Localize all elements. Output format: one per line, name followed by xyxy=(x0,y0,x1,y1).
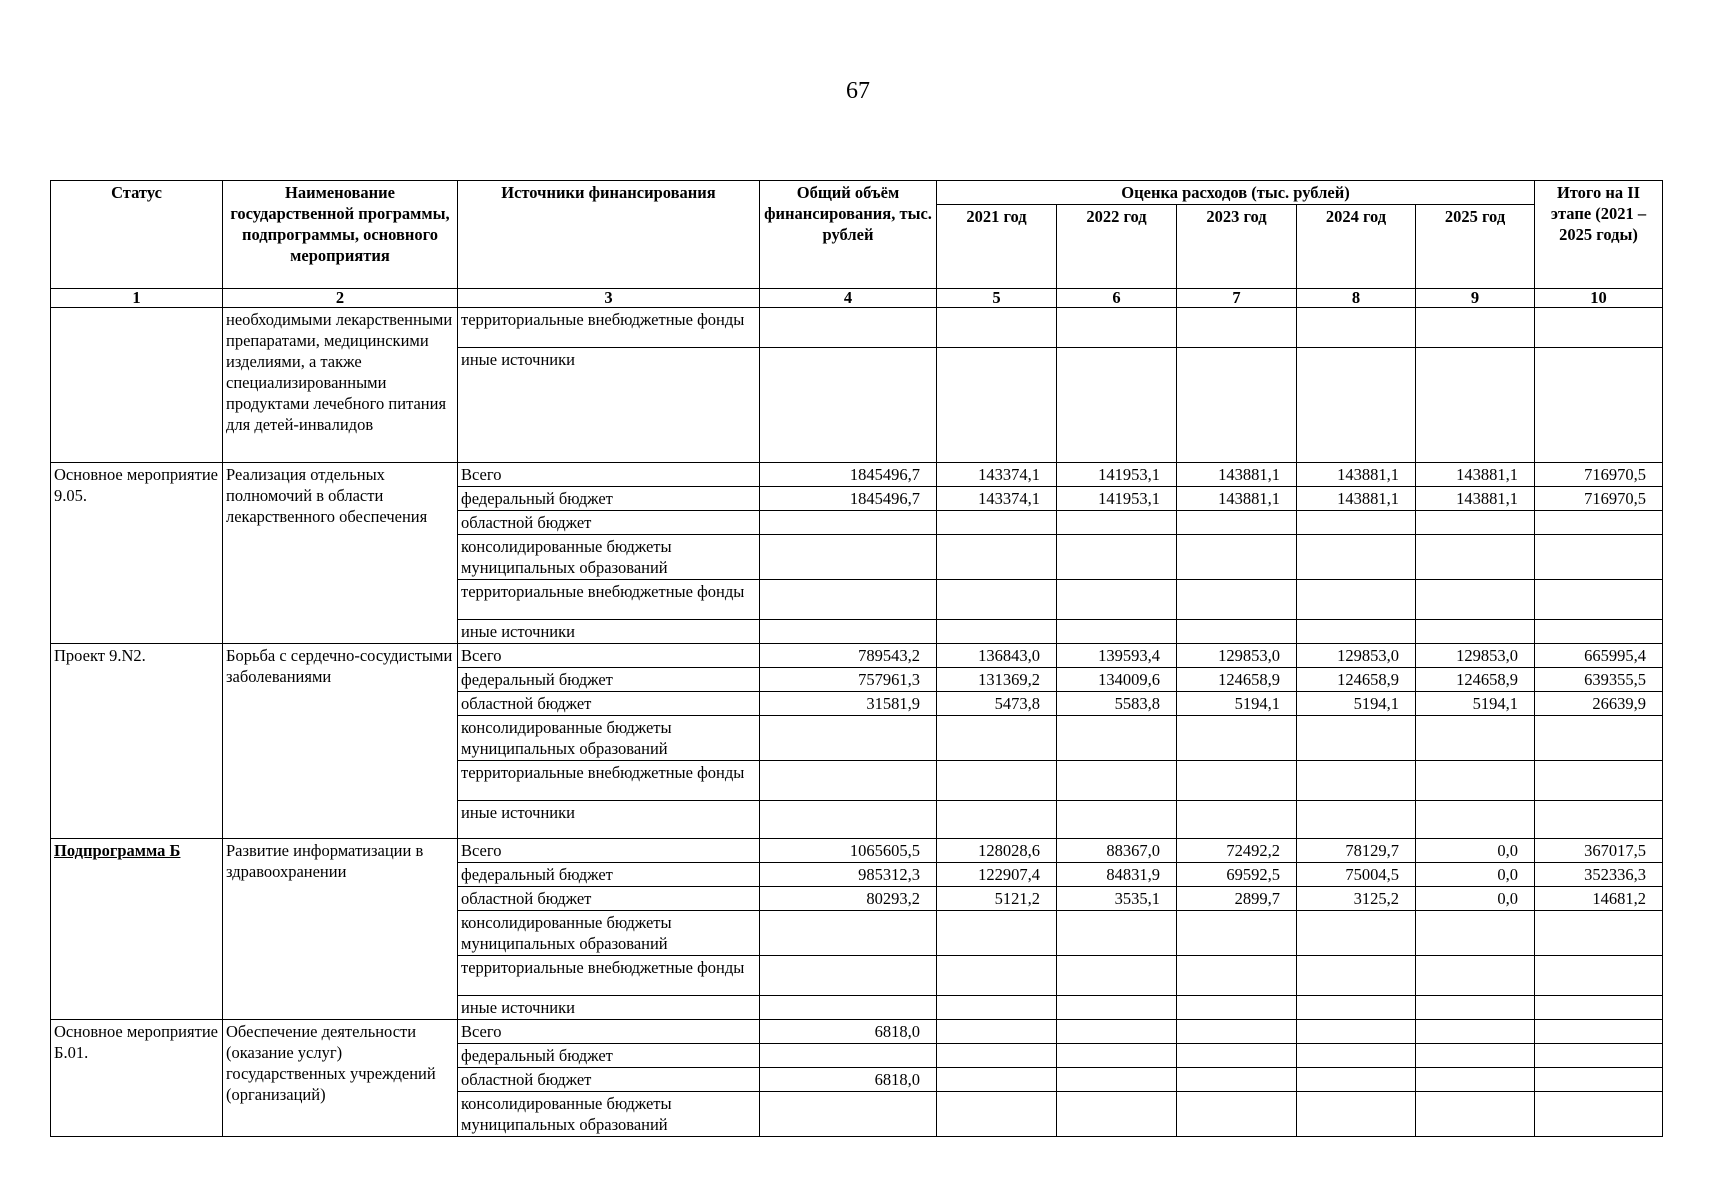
year-value-cell xyxy=(1297,348,1416,463)
total-value-cell xyxy=(760,996,937,1020)
year-value-cell: 3125,2 xyxy=(1297,887,1416,911)
itogo-value-cell xyxy=(1535,1044,1663,1068)
year-value-cell: 136843,0 xyxy=(937,644,1057,668)
year-value-cell: 5194,1 xyxy=(1416,692,1535,716)
year-value-cell: 88367,0 xyxy=(1057,839,1177,863)
total-value-cell xyxy=(760,308,937,348)
year-value-cell xyxy=(1177,1020,1297,1044)
year-value-cell xyxy=(1057,1092,1177,1137)
itogo-value-cell xyxy=(1535,761,1663,801)
year-value-cell xyxy=(1177,620,1297,644)
total-value-cell: 1845496,7 xyxy=(760,463,937,487)
funding-source-cell: Всего xyxy=(458,1020,760,1044)
year-value-cell: 143374,1 xyxy=(937,487,1057,511)
funding-source-cell: консолидированные бюджеты муниципальных образований xyxy=(458,535,760,580)
year-value-cell: 141953,1 xyxy=(1057,463,1177,487)
year-value-cell xyxy=(937,761,1057,801)
header-year: 2024 год xyxy=(1297,205,1416,289)
itogo-value-cell xyxy=(1535,716,1663,761)
year-value-cell xyxy=(1057,511,1177,535)
column-number: 3 xyxy=(458,289,760,308)
funding-source-cell: иные источники xyxy=(458,348,760,463)
itogo-value-cell: 26639,9 xyxy=(1535,692,1663,716)
year-value-cell: 5194,1 xyxy=(1177,692,1297,716)
column-number: 9 xyxy=(1416,289,1535,308)
total-value-cell xyxy=(760,1092,937,1137)
year-value-cell: 143881,1 xyxy=(1297,487,1416,511)
year-value-cell xyxy=(1416,956,1535,996)
year-value-cell: 84831,9 xyxy=(1057,863,1177,887)
funding-source-cell: федеральный бюджет xyxy=(458,1044,760,1068)
year-value-cell: 143374,1 xyxy=(937,463,1057,487)
year-value-cell xyxy=(937,716,1057,761)
year-value-cell xyxy=(1416,996,1535,1020)
total-value-cell xyxy=(760,761,937,801)
year-value-cell xyxy=(1416,1044,1535,1068)
itogo-value-cell: 665995,4 xyxy=(1535,644,1663,668)
column-number: 1 xyxy=(51,289,223,308)
status-cell: Проект 9.N2. xyxy=(51,644,223,839)
year-value-cell xyxy=(937,535,1057,580)
year-value-cell xyxy=(1177,1092,1297,1137)
status-cell: Подпрограмма Б xyxy=(51,839,223,1020)
total-value-cell xyxy=(760,620,937,644)
funding-source-cell: иные источники xyxy=(458,996,760,1020)
year-value-cell: 122907,4 xyxy=(937,863,1057,887)
year-value-cell: 139593,4 xyxy=(1057,644,1177,668)
year-value-cell xyxy=(1297,1092,1416,1137)
status-cell xyxy=(51,308,223,463)
year-value-cell xyxy=(1177,801,1297,839)
total-value-cell xyxy=(760,801,937,839)
year-value-cell: 129853,0 xyxy=(1177,644,1297,668)
year-value-cell xyxy=(1177,761,1297,801)
column-number: 7 xyxy=(1177,289,1297,308)
year-value-cell xyxy=(937,308,1057,348)
year-value-cell xyxy=(1177,996,1297,1020)
total-value-cell xyxy=(760,580,937,620)
year-value-cell xyxy=(1057,620,1177,644)
total-value-cell: 6818,0 xyxy=(760,1068,937,1092)
itogo-value-cell xyxy=(1535,308,1663,348)
year-value-cell: 131369,2 xyxy=(937,668,1057,692)
header-year: 2022 год xyxy=(1057,205,1177,289)
total-value-cell: 1845496,7 xyxy=(760,487,937,511)
funding-source-cell: консолидированные бюджеты муниципальных образований xyxy=(458,716,760,761)
itogo-value-cell xyxy=(1535,620,1663,644)
header-sources: Источники финансирования xyxy=(458,181,760,289)
program-name-cell: Реализация отдельных полномочий в области лекарственного обеспечения xyxy=(223,463,458,644)
header-year: 2023 год xyxy=(1177,205,1297,289)
year-value-cell xyxy=(1057,1068,1177,1092)
year-value-cell xyxy=(937,511,1057,535)
year-value-cell: 124658,9 xyxy=(1416,668,1535,692)
year-value-cell: 72492,2 xyxy=(1177,839,1297,863)
year-value-cell xyxy=(1416,911,1535,956)
total-value-cell xyxy=(760,956,937,996)
itogo-value-cell xyxy=(1535,348,1663,463)
itogo-value-cell: 352336,3 xyxy=(1535,863,1663,887)
year-value-cell: 129853,0 xyxy=(1297,644,1416,668)
column-number: 10 xyxy=(1535,289,1663,308)
year-value-cell xyxy=(1057,716,1177,761)
total-value-cell: 80293,2 xyxy=(760,887,937,911)
year-value-cell: 134009,6 xyxy=(1057,668,1177,692)
year-value-cell xyxy=(1297,996,1416,1020)
status-cell: Основное мероприятие 9.05. xyxy=(51,463,223,644)
itogo-value-cell xyxy=(1535,1020,1663,1044)
year-value-cell xyxy=(1416,511,1535,535)
total-value-cell: 757961,3 xyxy=(760,668,937,692)
header-total: Общий объём финансирования, тыс. рублей xyxy=(760,181,937,289)
year-value-cell xyxy=(1416,308,1535,348)
year-value-cell xyxy=(1057,911,1177,956)
header-status: Статус xyxy=(51,181,223,289)
year-value-cell xyxy=(1416,1092,1535,1137)
year-value-cell xyxy=(1057,956,1177,996)
total-value-cell xyxy=(760,348,937,463)
year-value-cell xyxy=(1297,580,1416,620)
year-value-cell xyxy=(1297,716,1416,761)
year-value-cell: 143881,1 xyxy=(1416,487,1535,511)
funding-source-cell: областной бюджет xyxy=(458,1068,760,1092)
header-itogo: Итого на II этапе (2021 – 2025 годы) xyxy=(1535,181,1663,289)
year-value-cell xyxy=(1057,761,1177,801)
funding-source-cell: Всего xyxy=(458,463,760,487)
year-value-cell: 75004,5 xyxy=(1297,863,1416,887)
year-value-cell xyxy=(1416,535,1535,580)
itogo-value-cell xyxy=(1535,1068,1663,1092)
year-value-cell xyxy=(937,996,1057,1020)
year-value-cell xyxy=(1297,1020,1416,1044)
program-name-cell: Борьба с сердечно-сосудистыми заболеваниями xyxy=(223,644,458,839)
year-value-cell xyxy=(1177,1044,1297,1068)
year-value-cell: 143881,1 xyxy=(1297,463,1416,487)
funding-source-cell: территориальные внебюджетные фонды xyxy=(458,580,760,620)
column-number: 4 xyxy=(760,289,937,308)
year-value-cell xyxy=(1057,1020,1177,1044)
year-value-cell xyxy=(1416,716,1535,761)
budget-table xyxy=(50,180,1663,1137)
year-value-cell: 5194,1 xyxy=(1297,692,1416,716)
year-value-cell: 0,0 xyxy=(1416,863,1535,887)
header-estimate: Оценка расходов (тыс. рублей) xyxy=(937,181,1535,205)
year-value-cell: 128028,6 xyxy=(937,839,1057,863)
itogo-value-cell xyxy=(1535,956,1663,996)
year-value-cell xyxy=(1177,511,1297,535)
funding-source-cell: иные источники xyxy=(458,801,760,839)
year-value-cell xyxy=(1416,348,1535,463)
year-value-cell xyxy=(937,1068,1057,1092)
itogo-value-cell xyxy=(1535,1092,1663,1137)
year-value-cell xyxy=(1177,716,1297,761)
funding-source-cell: консолидированные бюджеты муниципальных образований xyxy=(458,911,760,956)
year-value-cell xyxy=(937,348,1057,463)
year-value-cell xyxy=(1177,308,1297,348)
year-value-cell xyxy=(1297,801,1416,839)
year-value-cell xyxy=(937,1044,1057,1068)
year-value-cell: 3535,1 xyxy=(1057,887,1177,911)
column-number: 8 xyxy=(1297,289,1416,308)
total-value-cell xyxy=(760,716,937,761)
funding-source-cell: консолидированные бюджеты муниципальных образований xyxy=(458,1092,760,1137)
year-value-cell xyxy=(937,1092,1057,1137)
year-value-cell: 124658,9 xyxy=(1297,668,1416,692)
year-value-cell xyxy=(1057,580,1177,620)
program-name-cell: Обеспечение деятельности (оказание услуг) государственных учреждений (организаций) xyxy=(223,1020,458,1137)
program-name-cell: Развитие информатизации в здравоохранении xyxy=(223,839,458,1020)
year-value-cell: 5121,2 xyxy=(937,887,1057,911)
header-year: 2021 год xyxy=(937,205,1057,289)
itogo-value-cell xyxy=(1535,911,1663,956)
year-value-cell: 5473,8 xyxy=(937,692,1057,716)
itogo-value-cell: 716970,5 xyxy=(1535,463,1663,487)
funding-source-cell: областной бюджет xyxy=(458,887,760,911)
year-value-cell xyxy=(1297,620,1416,644)
year-value-cell: 78129,7 xyxy=(1297,839,1416,863)
status-cell: Основное мероприятие Б.01. xyxy=(51,1020,223,1137)
year-value-cell xyxy=(937,956,1057,996)
funding-source-cell: областной бюджет xyxy=(458,692,760,716)
year-value-cell xyxy=(1416,801,1535,839)
year-value-cell xyxy=(1057,535,1177,580)
year-value-cell xyxy=(1416,761,1535,801)
year-value-cell xyxy=(1416,620,1535,644)
program-name-cell: необходимыми лекарственными препаратами, медицинскими изделиями, а также специализированными продуктами лечебного питания для детей-инвалидов xyxy=(223,308,458,463)
total-value-cell: 31581,9 xyxy=(760,692,937,716)
header-name: Наименование государственной программы, подпрограммы, основного мероприятия xyxy=(223,181,458,289)
itogo-value-cell xyxy=(1535,580,1663,620)
year-value-cell: 0,0 xyxy=(1416,887,1535,911)
funding-source-cell: федеральный бюджет xyxy=(458,487,760,511)
year-value-cell xyxy=(1177,911,1297,956)
year-value-cell xyxy=(1297,1068,1416,1092)
funding-source-cell: территориальные внебюджетные фонды xyxy=(458,761,760,801)
year-value-cell xyxy=(1416,1020,1535,1044)
table-body xyxy=(51,308,1663,1137)
itogo-value-cell: 716970,5 xyxy=(1535,487,1663,511)
year-value-cell xyxy=(1297,308,1416,348)
total-value-cell: 985312,3 xyxy=(760,863,937,887)
total-value-cell xyxy=(760,1044,937,1068)
year-value-cell xyxy=(1297,911,1416,956)
itogo-value-cell xyxy=(1535,801,1663,839)
year-value-cell: 143881,1 xyxy=(1416,463,1535,487)
year-value-cell xyxy=(1297,1044,1416,1068)
itogo-value-cell: 367017,5 xyxy=(1535,839,1663,863)
year-value-cell xyxy=(1297,761,1416,801)
year-value-cell: 141953,1 xyxy=(1057,487,1177,511)
year-value-cell xyxy=(1177,956,1297,996)
table-row xyxy=(51,1020,1663,1044)
funding-source-cell: федеральный бюджет xyxy=(458,863,760,887)
year-value-cell xyxy=(937,911,1057,956)
year-value-cell xyxy=(1297,511,1416,535)
year-value-cell xyxy=(1057,308,1177,348)
total-value-cell: 6818,0 xyxy=(760,1020,937,1044)
year-value-cell: 143881,1 xyxy=(1177,487,1297,511)
year-value-cell xyxy=(1177,580,1297,620)
total-value-cell xyxy=(760,535,937,580)
total-value-cell: 1065605,5 xyxy=(760,839,937,863)
year-value-cell xyxy=(1177,348,1297,463)
funding-source-cell: территориальные внебюджетные фонды xyxy=(458,308,760,348)
year-value-cell xyxy=(1297,956,1416,996)
year-value-cell: 143881,1 xyxy=(1177,463,1297,487)
year-value-cell xyxy=(937,801,1057,839)
funding-source-cell: территориальные внебюджетные фонды xyxy=(458,956,760,996)
itogo-value-cell xyxy=(1535,535,1663,580)
year-value-cell xyxy=(937,1020,1057,1044)
year-value-cell xyxy=(1177,535,1297,580)
year-value-cell xyxy=(937,620,1057,644)
total-value-cell: 789543,2 xyxy=(760,644,937,668)
year-value-cell xyxy=(1416,580,1535,620)
itogo-value-cell: 639355,5 xyxy=(1535,668,1663,692)
table-row xyxy=(51,308,1663,348)
total-value-cell xyxy=(760,511,937,535)
header-year: 2025 год xyxy=(1416,205,1535,289)
year-value-cell xyxy=(1057,348,1177,463)
table-row xyxy=(51,644,1663,668)
year-value-cell: 129853,0 xyxy=(1416,644,1535,668)
itogo-value-cell xyxy=(1535,511,1663,535)
column-number: 6 xyxy=(1057,289,1177,308)
page-number: 67 xyxy=(846,78,870,104)
funding-source-cell: Всего xyxy=(458,644,760,668)
year-value-cell xyxy=(1416,1068,1535,1092)
table-row xyxy=(51,839,1663,863)
year-value-cell: 0,0 xyxy=(1416,839,1535,863)
year-value-cell xyxy=(1057,801,1177,839)
total-value-cell xyxy=(760,911,937,956)
year-value-cell xyxy=(1177,1068,1297,1092)
year-value-cell xyxy=(1057,1044,1177,1068)
funding-source-cell: областной бюджет xyxy=(458,511,760,535)
year-value-cell xyxy=(1057,996,1177,1020)
table-row xyxy=(51,463,1663,487)
year-value-cell xyxy=(1297,535,1416,580)
itogo-value-cell: 14681,2 xyxy=(1535,887,1663,911)
year-value-cell: 124658,9 xyxy=(1177,668,1297,692)
funding-source-cell: федеральный бюджет xyxy=(458,668,760,692)
year-value-cell: 2899,7 xyxy=(1177,887,1297,911)
column-numbers-row xyxy=(51,289,1663,308)
funding-source-cell: Всего xyxy=(458,839,760,863)
column-number: 2 xyxy=(223,289,458,308)
year-value-cell: 5583,8 xyxy=(1057,692,1177,716)
funding-source-cell: иные источники xyxy=(458,620,760,644)
column-number: 5 xyxy=(937,289,1057,308)
year-value-cell xyxy=(937,580,1057,620)
year-value-cell: 69592,5 xyxy=(1177,863,1297,887)
itogo-value-cell xyxy=(1535,996,1663,1020)
